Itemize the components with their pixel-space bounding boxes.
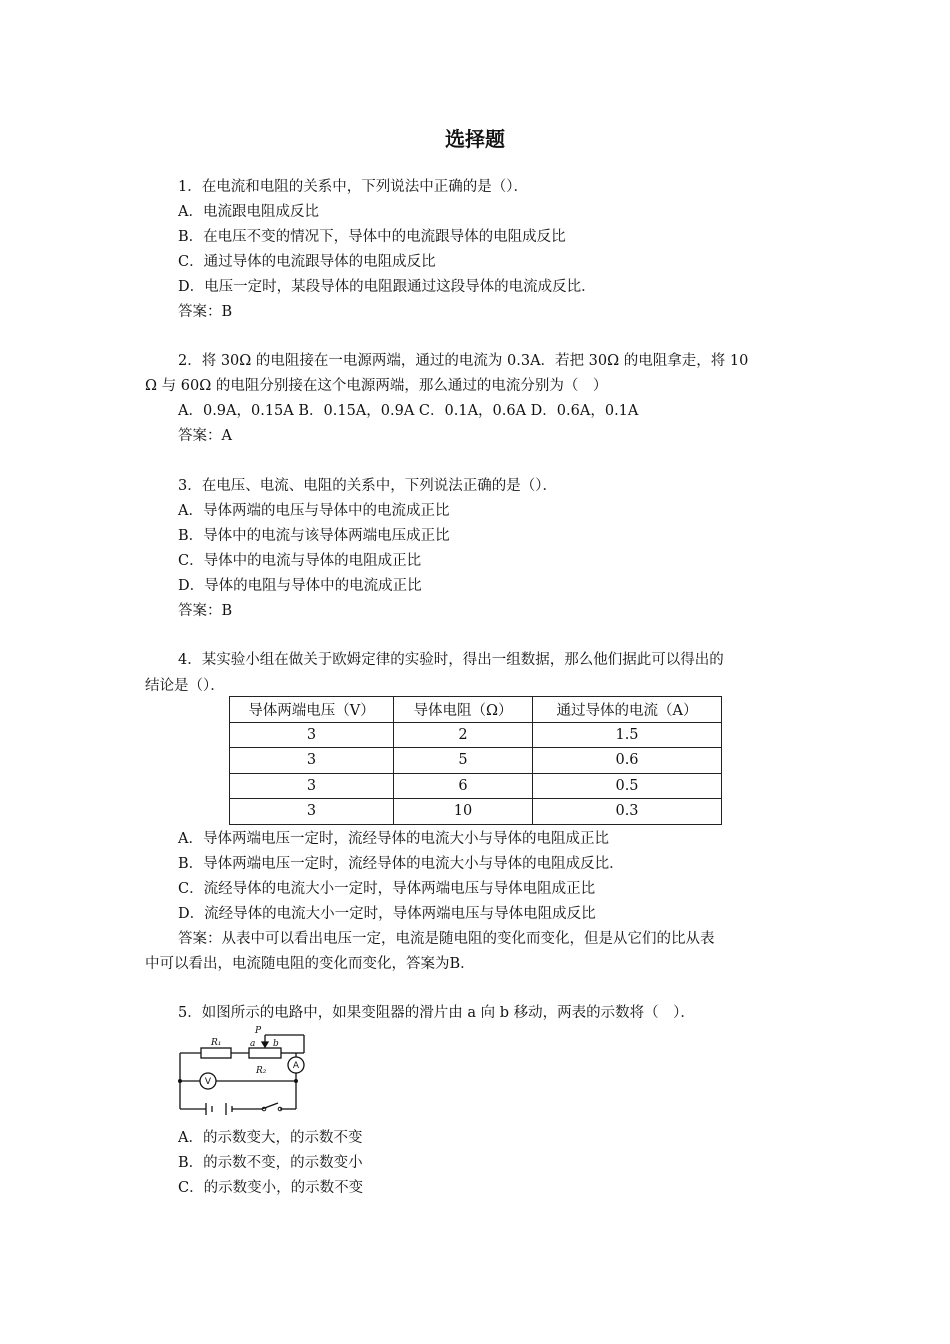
question-4-option-d: D．流经导体的电流大小一定时，导体两端电压与导体电阻成反比	[178, 906, 596, 922]
question-3-option-c: C．导体中的电流与导体的电阻成正比	[178, 553, 422, 569]
table-row	[230, 748, 722, 774]
question-1-option-d: D．电压一定时，某段导体的电阻跟通过这段导体的电流成反比．	[178, 279, 596, 295]
question-3-option-a: A．导体两端的电压与导体中的电流成正比	[178, 503, 450, 519]
label-r2: R₂	[256, 1066, 267, 1076]
label-r1: R₁	[211, 1038, 222, 1048]
label-b: b	[273, 1039, 279, 1049]
question-3-stem: 3．在电压、电流、电阻的关系中，下列说法正确的是（）．	[178, 478, 557, 494]
question-2-stem-line-1: 2．将 30Ω 的电阻接在一电源两端，通过的电流为 0.3A．若把 30Ω 的电阻拿走，将 10	[178, 353, 749, 369]
data-table	[229, 696, 722, 825]
label-a: a	[250, 1039, 256, 1049]
question-3-option-b: B．导体中的电流与该导体两端电压成正比	[178, 528, 450, 544]
table-cell: 0.3	[533, 799, 722, 825]
question-1-answer: 答案：B	[178, 304, 233, 320]
table-cell: 10	[394, 799, 533, 825]
table-cell: 0.6	[533, 748, 722, 774]
table-cell: 6	[394, 773, 533, 799]
table-header-resistance: 导体电阻（Ω）	[394, 697, 533, 723]
switch-icon	[262, 1103, 278, 1109]
label-ammeter: A	[292, 1061, 300, 1071]
table-header-row	[230, 697, 722, 723]
page-title: 选择题	[445, 127, 505, 151]
question-1-option-a: A．电流跟电阻成反比	[178, 204, 319, 220]
label-voltmeter: V	[204, 1077, 212, 1087]
question-1-option-c: C．通过导体的电流跟导体的电阻成反比	[178, 254, 436, 270]
table-row	[230, 722, 722, 748]
question-1-stem: 1．在电流和电阻的关系中，下列说法中正确的是（）．	[178, 179, 528, 195]
question-4-option-c: C．流经导体的电流大小一定时，导体两端电压与导体电阻成正比	[178, 881, 596, 897]
table-cell: 2	[394, 722, 533, 748]
table-cell: 1.5	[533, 722, 722, 748]
question-4-answer-line-2: 中可以看出，电流随电阻的变化而变化，答案为B．	[145, 956, 475, 972]
question-5-option-b: B．的示数不变，的示数变小	[178, 1155, 363, 1171]
question-5-stem: 5．如图所示的电路中，如果变阻器的滑片由 a 向 b 移动，两表的示数将（ ）．	[178, 1005, 695, 1021]
table-cell: 5	[394, 748, 533, 774]
question-4-option-b: B．导体两端电压一定时，流经导体的电流大小与导体的电阻成反比．	[178, 856, 624, 872]
table-cell: 3	[230, 773, 394, 799]
table-cell: 0.5	[533, 773, 722, 799]
table-cell: 3	[230, 722, 394, 748]
question-2-stem-line-2: Ω 与 60Ω 的电阻分别接在这个电源两端，那么通过的电流分别为（ ）	[145, 378, 608, 394]
question-4-stem-line-2: 结论是（）．	[145, 678, 225, 694]
rheostat-r2-icon	[249, 1048, 281, 1058]
question-3-answer: 答案：B	[178, 603, 233, 619]
table-row	[230, 799, 722, 825]
resistor-r1-icon	[201, 1048, 231, 1058]
table-cell: 3	[230, 799, 394, 825]
table-row	[230, 773, 722, 799]
question-5-option-a: A．的示数变大，的示数不变	[178, 1130, 363, 1146]
question-1-option-b: B．在电压不变的情况下，导体中的电流跟导体的电阻成反比	[178, 229, 566, 245]
table-header-current: 通过导体的电流（A）	[533, 697, 722, 723]
label-p: P	[255, 1026, 262, 1036]
table-cell: 3	[230, 748, 394, 774]
question-4-stem-line-1: 4．某实验小组在做关于欧姆定律的实验时，得出一组数据，那么他们据此可以得出的	[178, 652, 724, 668]
circuit-diagram	[176, 1025, 311, 1117]
question-2-answer: 答案：A	[178, 428, 232, 444]
question-2-options: A．0.9A，0.15A B．0.15A，0.9A C．0.1A，0.6A D．0.6A，0.1A	[178, 403, 639, 419]
table-header-voltage: 导体两端电压（V）	[230, 697, 394, 723]
question-5-option-c: C．的示数变小，的示数不变	[178, 1180, 364, 1196]
question-3-option-d: D．导体的电阻与导体中的电流成正比	[178, 578, 422, 594]
question-4-option-a: A．导体两端电压一定时，流经导体的电流大小与导体的电阻成正比	[178, 831, 609, 847]
question-4-answer-line-1: 答案：从表中可以看出电压一定，电流是随电阻的变化而变化，但是从它们的比从表	[178, 931, 715, 947]
